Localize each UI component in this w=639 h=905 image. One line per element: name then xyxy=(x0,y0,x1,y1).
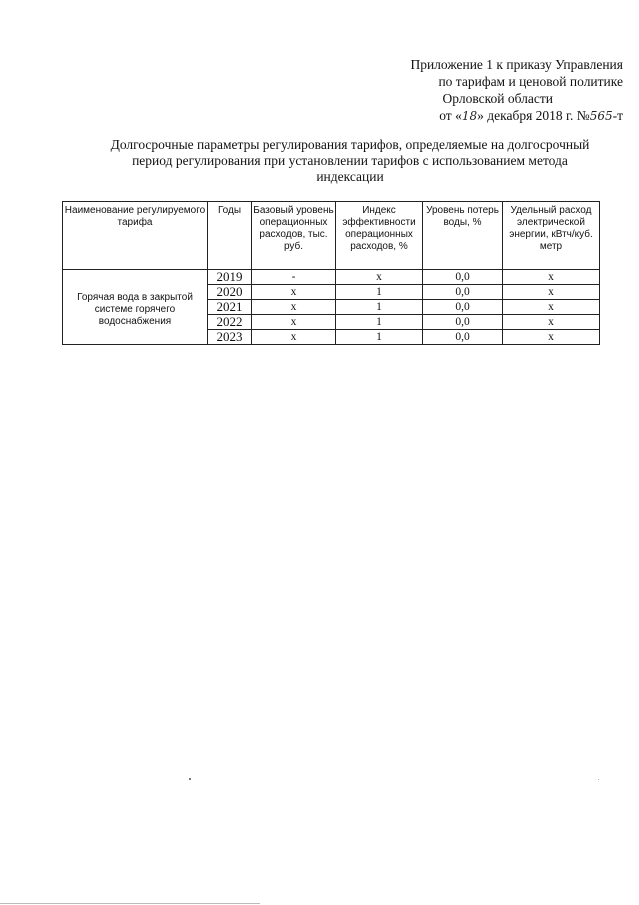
appendix-line-3: Орловской области xyxy=(442,91,553,106)
header-efficiency-index: Индекс эффективности операционных расходов, % xyxy=(336,202,423,270)
parameters-table xyxy=(62,201,600,345)
energy-cell: х xyxy=(503,270,600,285)
efficiency-index-cell: х xyxy=(336,270,423,285)
header-base-level: Базовый уровень операционных расходов, тыс. руб. xyxy=(252,202,336,270)
energy-cell: х xyxy=(503,330,600,345)
appendix-header xyxy=(340,56,623,125)
water-losses-cell: 0,0 xyxy=(423,330,503,345)
energy-cell: х xyxy=(503,300,600,315)
efficiency-index-cell: 1 xyxy=(336,315,423,330)
header-energy-consumption: Удельный расход электрической энергии, кВтч/куб. метр xyxy=(503,202,600,270)
efficiency-index-cell: 1 xyxy=(336,330,423,345)
title-line-1: Долгосрочные параметры регулирования тарифов, определяемые на долгосрочный xyxy=(110,137,590,152)
water-losses-cell: 0,0 xyxy=(423,300,503,315)
handwritten-order-number: 565 xyxy=(589,109,613,123)
title-line-3: индексации xyxy=(316,169,384,184)
document-title xyxy=(72,137,628,185)
energy-cell: х xyxy=(503,285,600,300)
year-cell: 2020 xyxy=(208,285,252,300)
header-tariff-name: Наименование регулируемого тарифа xyxy=(63,202,208,270)
handwritten-day: 18 xyxy=(461,109,478,123)
scan-speck xyxy=(189,778,191,780)
year-cell: 2021 xyxy=(208,300,252,315)
tariff-name-cell: Горячая вода в закрытой системе горячего водоснабжения xyxy=(63,270,208,345)
year-cell: 2019 xyxy=(208,270,252,285)
base-level-cell: - xyxy=(252,270,336,285)
base-level-cell: х xyxy=(252,300,336,315)
scan-speck xyxy=(598,779,599,780)
base-level-cell: х xyxy=(252,285,336,300)
table-row xyxy=(63,270,600,285)
order-suffix: -т xyxy=(612,108,623,123)
efficiency-index-cell: 1 xyxy=(336,300,423,315)
scan-edge-line xyxy=(0,903,260,904)
header-water-losses: Уровень потерь воды, % xyxy=(423,202,503,270)
base-level-cell: х xyxy=(252,315,336,330)
year-cell: 2023 xyxy=(208,330,252,345)
energy-cell: х xyxy=(503,315,600,330)
table-header-row xyxy=(63,202,600,270)
base-level-cell: х xyxy=(252,330,336,345)
water-losses-cell: 0,0 xyxy=(423,270,503,285)
appendix-date-line xyxy=(340,107,623,125)
year-cell: 2022 xyxy=(208,315,252,330)
appendix-line-2: по тарифам и ценовой политике xyxy=(438,74,623,89)
header-years: Годы xyxy=(208,202,252,270)
date-prefix: от « xyxy=(439,108,462,123)
date-middle: » декабря 2018 г. № xyxy=(477,108,590,123)
appendix-line-1: Приложение 1 к приказу Управления xyxy=(410,57,623,72)
title-line-2: период регулирования при установлении тарифов с использованием метода xyxy=(132,153,568,168)
water-losses-cell: 0,0 xyxy=(423,285,503,300)
water-losses-cell: 0,0 xyxy=(423,315,503,330)
efficiency-index-cell: 1 xyxy=(336,285,423,300)
